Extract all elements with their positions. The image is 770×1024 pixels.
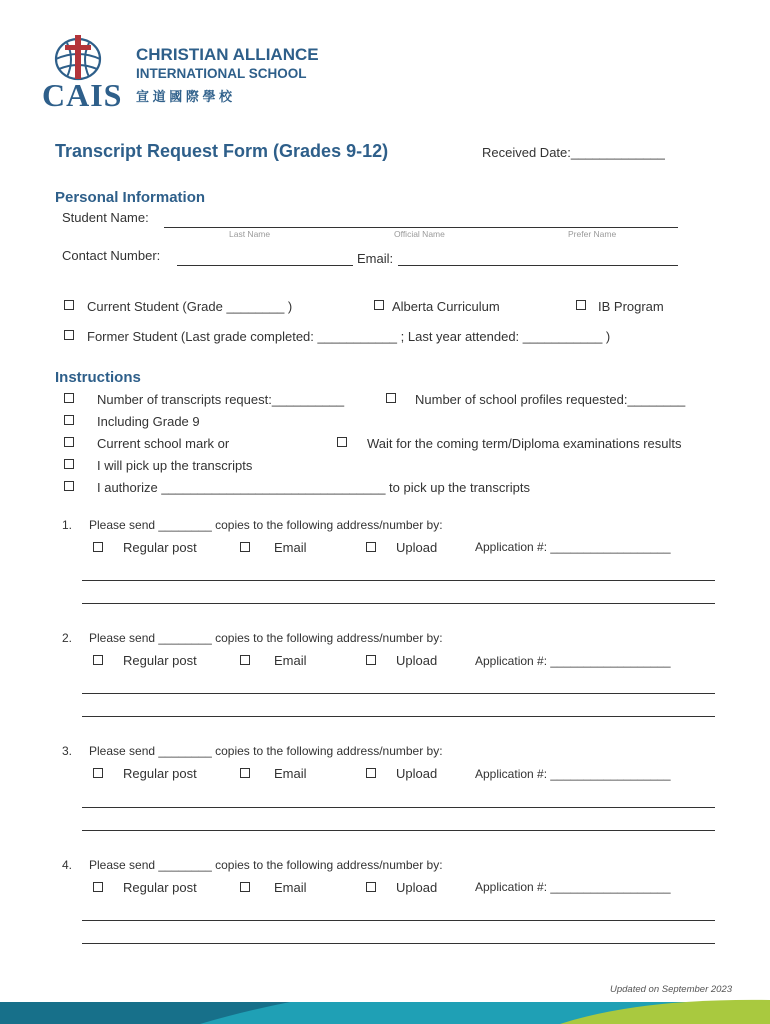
address-line[interactable] [82, 716, 715, 717]
school-logo [40, 33, 123, 113]
request-instruction: Please send ________ copies to the following address/number by: [89, 744, 443, 758]
regular-post-checkbox[interactable] [93, 542, 103, 552]
received-date: Received Date:_____________ [482, 145, 665, 160]
profiles-count-checkbox[interactable] [386, 393, 396, 403]
regular-post-label: Regular post [123, 540, 197, 555]
upload-checkbox[interactable] [366, 768, 376, 778]
current-mark-label: Current school mark or [97, 436, 230, 451]
address-line[interactable] [82, 603, 715, 604]
alberta-checkbox[interactable] [374, 300, 384, 310]
address-line[interactable] [82, 830, 715, 831]
student-name-label: Student Name: [62, 210, 149, 225]
form-title: Transcript Request Form (Grades 9-12) [55, 141, 389, 161]
application-number: Application #: __________________ [475, 767, 671, 781]
logo-text: CAIS [42, 77, 123, 113]
profiles-count-label: Number of school profiles requested:________ [415, 392, 686, 407]
updated-note: Updated on September 2023 [610, 984, 733, 995]
address-line[interactable] [82, 807, 715, 808]
wait-term-checkbox[interactable] [337, 437, 347, 447]
student-name-field[interactable] [164, 227, 678, 228]
email-option-label: Email [274, 653, 307, 668]
globe-cross-icon [47, 33, 109, 81]
regular-post-label: Regular post [123, 880, 197, 895]
address-line[interactable] [82, 580, 715, 581]
former-student-checkbox[interactable] [64, 330, 74, 340]
transcripts-count-label: Number of transcripts request:__________ [97, 392, 345, 407]
regular-post-label: Regular post [123, 766, 197, 781]
regular-post-checkbox[interactable] [93, 882, 103, 892]
regular-post-checkbox[interactable] [93, 768, 103, 778]
authorize-checkbox[interactable] [64, 481, 74, 491]
alberta-label: Alberta Curriculum [392, 299, 500, 314]
upload-checkbox[interactable] [366, 655, 376, 665]
email-checkbox[interactable] [240, 655, 250, 665]
current-student-label: Current Student (Grade ________ ) [87, 299, 293, 314]
email-checkbox[interactable] [240, 542, 250, 552]
ib-program-label: IB Program [598, 299, 664, 314]
upload-label: Upload [396, 540, 438, 555]
address-line[interactable] [82, 693, 715, 694]
address-line[interactable] [82, 943, 715, 944]
org-name-line1: CHRISTIAN ALLIANCE [136, 45, 319, 64]
org-name-line2: INTERNATIONAL SCHOOL [136, 66, 307, 81]
wait-term-label: Wait for the coming term/Diploma examinations results [367, 436, 682, 451]
regular-post-label: Regular post [123, 653, 197, 668]
request-number: 3. [62, 744, 73, 758]
hint-prefer-name: Prefer Name [568, 229, 617, 239]
application-number: Application #: __________________ [475, 654, 671, 668]
upload-label: Upload [396, 880, 438, 895]
current-student-checkbox[interactable] [64, 300, 74, 310]
current-mark-checkbox[interactable] [64, 437, 74, 447]
email-option-label: Email [274, 880, 307, 895]
footer-band [0, 998, 770, 1024]
request-number: 1. [62, 518, 73, 532]
grade9-checkbox[interactable] [64, 415, 74, 425]
upload-label: Upload [396, 653, 438, 668]
request-instruction: Please send ________ copies to the following address/number by: [89, 518, 443, 532]
email-label: Email: [357, 251, 394, 266]
personal-info-heading: Personal Information [55, 189, 206, 206]
email-option-label: Email [274, 766, 307, 781]
request-instruction: Please send ________ copies to the following address/number by: [89, 858, 443, 872]
email-field[interactable] [398, 265, 678, 266]
request-instruction: Please send ________ copies to the following address/number by: [89, 631, 443, 645]
authorize-label: I authorize _______________________________ to pick up the transcripts [97, 480, 530, 495]
email-option-label: Email [274, 540, 307, 555]
org-name-chinese: 宣 道 國 際 學 校 [136, 89, 233, 104]
regular-post-checkbox[interactable] [93, 655, 103, 665]
upload-label: Upload [396, 766, 438, 781]
grade9-label: Including Grade 9 [97, 414, 200, 429]
request-number: 2. [62, 631, 73, 645]
email-checkbox[interactable] [240, 882, 250, 892]
instructions-heading: Instructions [55, 369, 141, 386]
contact-number-label: Contact Number: [62, 248, 161, 263]
address-line[interactable] [82, 920, 715, 921]
former-student-label: Former Student (Last grade completed: ___________ ; Last year attended: ___________ ) [87, 329, 611, 344]
pickup-label: I will pick up the transcripts [97, 458, 253, 473]
request-number: 4. [62, 858, 73, 872]
hint-official-name: Official Name [394, 229, 445, 239]
email-checkbox[interactable] [240, 768, 250, 778]
pickup-checkbox[interactable] [64, 459, 74, 469]
contact-number-field[interactable] [177, 265, 353, 266]
application-number: Application #: __________________ [475, 880, 671, 894]
upload-checkbox[interactable] [366, 882, 376, 892]
upload-checkbox[interactable] [366, 542, 376, 552]
transcripts-count-checkbox[interactable] [64, 393, 74, 403]
ib-program-checkbox[interactable] [576, 300, 586, 310]
application-number: Application #: __________________ [475, 540, 671, 554]
hint-last-name: Last Name [229, 229, 271, 239]
